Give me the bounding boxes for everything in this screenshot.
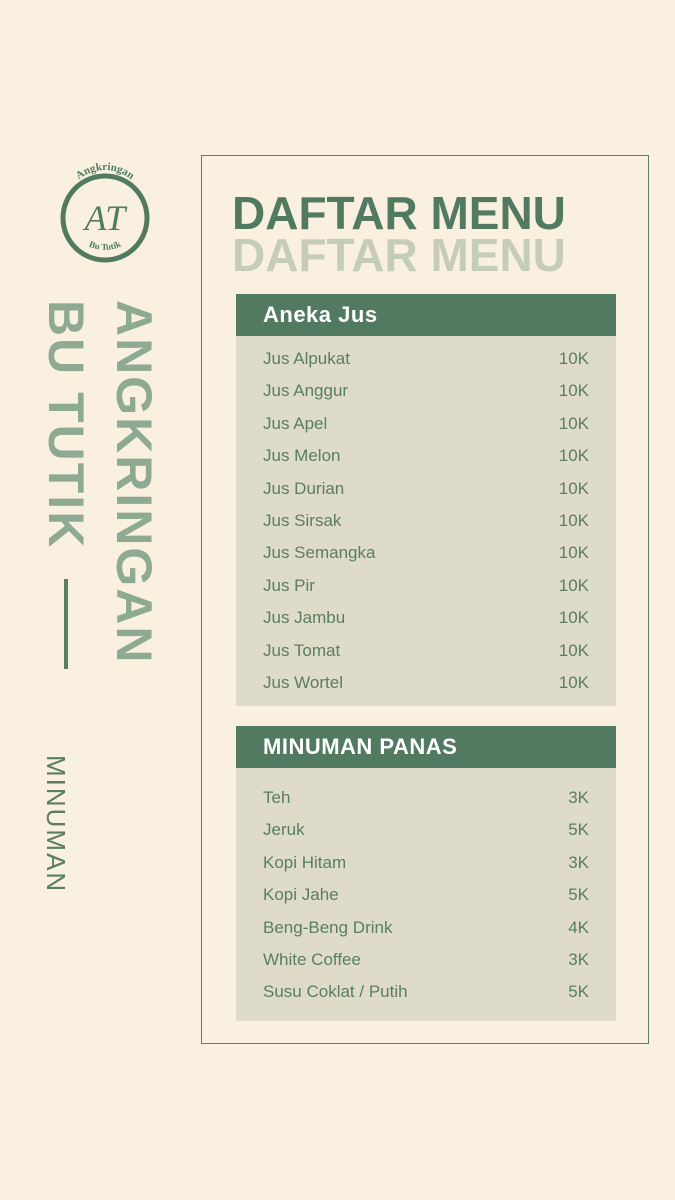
category-aneka-jus (236, 294, 616, 706)
menu-item (236, 847, 616, 879)
menu-item (236, 635, 616, 667)
svg-text:Angkringan (74, 161, 137, 182)
brand-vertical (28, 300, 164, 750)
category-minuman-panas (236, 726, 616, 1021)
brand-line2-wrap (36, 300, 96, 669)
item-price: 10K (558, 575, 589, 595)
menu-item (236, 814, 616, 846)
menu-item (236, 537, 616, 569)
item-price: 10K (558, 640, 589, 660)
item-price: 5K (568, 885, 589, 905)
menu-item (236, 440, 616, 472)
item-name: Jus Anggur (263, 381, 349, 401)
item-name: Teh (263, 788, 291, 807)
menu-item (236, 879, 616, 911)
menu-item (236, 375, 616, 407)
item-name: Jus Sirsak (263, 510, 342, 530)
brand-line2: BU TUTIK (38, 300, 94, 550)
item-name: Jus Apel (263, 413, 328, 433)
item-price: 4K (568, 917, 589, 937)
brand-divider (64, 579, 68, 669)
menu-item (236, 912, 616, 944)
item-price: 10K (558, 672, 589, 692)
item-name: Jus Melon (263, 446, 341, 466)
item-name: Beng-Beng Drink (263, 917, 393, 937)
item-name: Jus Tomat (263, 640, 341, 660)
menu-item (236, 505, 616, 537)
brand-line1: ANGKRINGAN (106, 300, 162, 665)
item-name: Jus Durian (263, 478, 345, 498)
menu-item (236, 343, 616, 375)
item-price: 10K (558, 446, 589, 466)
item-name: Susu Coklat / Putih (263, 982, 408, 1002)
category-items (236, 336, 616, 699)
category-header: Aneka Jus (236, 294, 616, 336)
menu-item (236, 944, 616, 976)
category-header: MINUMAN PANAS (236, 726, 616, 768)
item-price: 5K (568, 820, 589, 840)
svg-text:Bu Tutik (88, 239, 122, 252)
item-price: 3K (568, 852, 589, 872)
section-label: MINUMAN (41, 755, 71, 894)
logo-top-text: Angkringan (73, 160, 137, 183)
menu-title-shadow: DAFTAR MENU (232, 229, 566, 281)
item-price: 10K (558, 381, 589, 401)
menu-item (236, 570, 616, 602)
item-name: Jus Wortel (263, 672, 343, 692)
item-name: Jus Jambu (263, 608, 346, 628)
item-name: Kopi Jahe (263, 885, 339, 905)
menu-item (236, 976, 616, 1008)
item-name: Jus Semangka (263, 543, 376, 563)
item-name: White Coffee (263, 949, 361, 969)
item-price: 3K (568, 788, 589, 807)
logo-bottom-text: Bu Tutik (87, 238, 123, 252)
item-name: Kopi Hitam (263, 852, 347, 872)
item-price: 10K (558, 349, 589, 368)
item-price: 10K (558, 608, 589, 628)
category-items (236, 768, 616, 1009)
item-name: Jeruk (263, 820, 305, 840)
menu-item (236, 408, 616, 440)
menu-frame (201, 155, 649, 1044)
item-price: 10K (558, 413, 589, 433)
item-name: Jus Pir (263, 575, 315, 595)
menu-item (236, 602, 616, 634)
menu-item (236, 782, 616, 814)
item-name: Jus Alpukat (263, 349, 350, 368)
item-price: 10K (558, 543, 589, 563)
menu-item (236, 473, 616, 505)
menu-item (236, 667, 616, 699)
menu-title: DAFTAR MENU (232, 187, 566, 239)
item-price: 5K (568, 982, 589, 1002)
item-price: 10K (558, 510, 589, 530)
logo-monogram: AT (84, 198, 126, 238)
item-price: 3K (568, 949, 589, 969)
brand-logo (55, 160, 155, 270)
item-price: 10K (558, 478, 589, 498)
